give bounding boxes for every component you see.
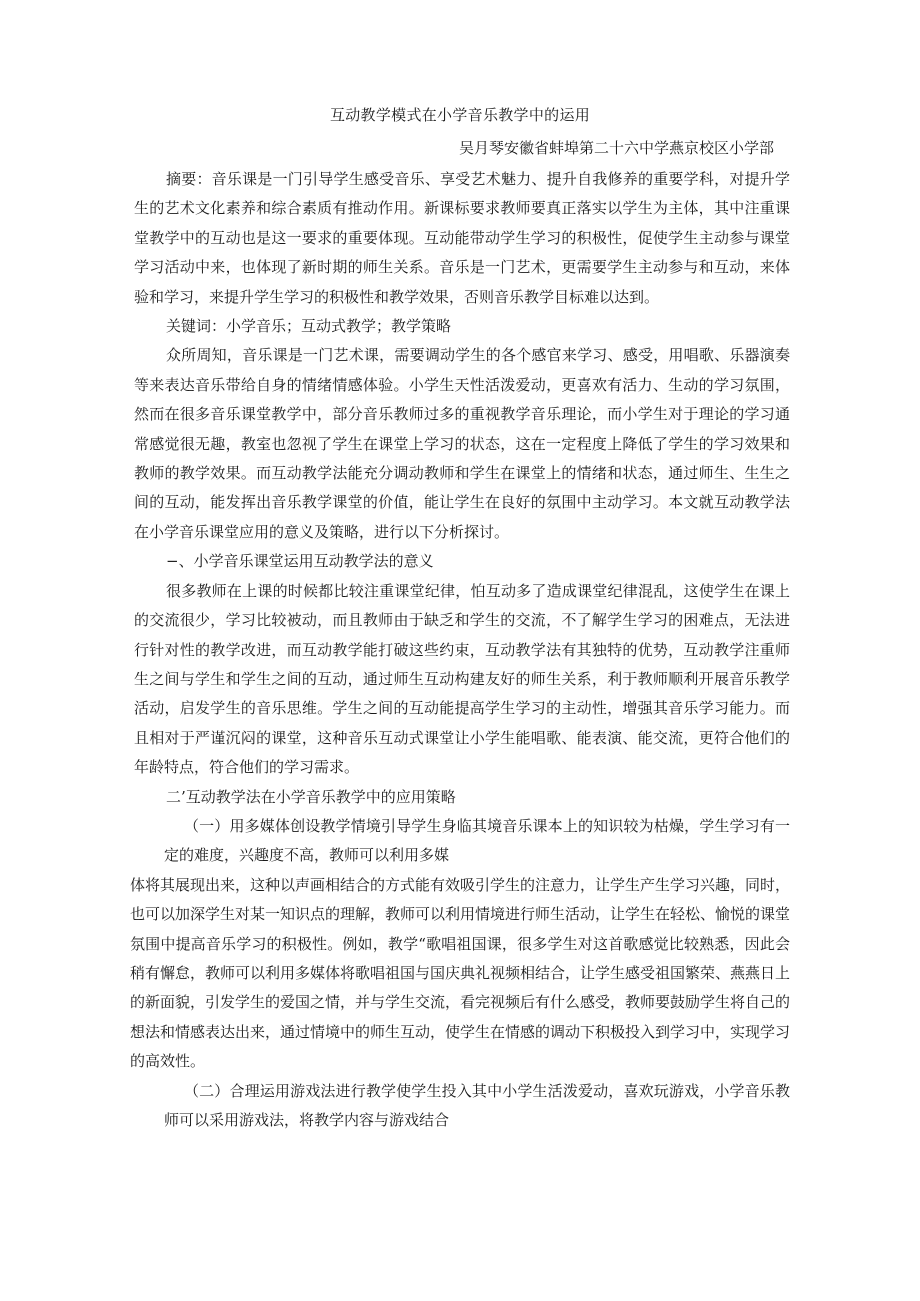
subsection1-continuation: 体将其展现出来，这种以声画相结合的方式能有效吸引学生的注意力，让学生产生学习兴趣，同时，也可以加深学生对某一知识点的理解，教师可以利用情境进行师生活动，让学生在轻松、愉悦的课堂氛围中提高音乐学习的积极性。例如，教学“歌唱祖国课，很多学生对这首歌感觉比较熟悉，因此会稍有懈怠，教师可以利用多媒体将歌唱祖国与国庆典礼视频相结合，让学生感受祖国繁荣、燕燕日上的新面貌，引发学生的爱国之情，并与学生交流，看完视频后有什么感受，教师要鼓励学生将自己的想法和情感表达出来，通过情境中的师生互动，使学生在情感的调动下积极投入到学习中，实现学习的高效性。 xyxy=(130,875,791,1071)
document-body xyxy=(130,165,791,1135)
abstract-paragraph: 摘要：音乐课是一门引导学生感受音乐、享受艺术魅力、提升自我修养的重要学科，对提升学生的艺术文化素养和综合素质有推动作用。新课标要求教师要真正落实以学生为主体，其中注重课堂教学中的互动也是这一要求的重要体现。互动能带动学生学习的积极性，促使学生主动参与课堂学习活动中来，也体现了新时期的师生关系。音乐是一门艺术，更需要学生主动参与和互动，来体验和学习，来提升学生学习的积极性和教学效果，否则音乐教学目标难以达到。 xyxy=(134,170,790,306)
document-title: 互动教学模式在小学音乐教学中的运用 xyxy=(329,106,591,124)
section1-heading: −、小学音乐课堂运用互动教学法的意义 xyxy=(166,552,434,571)
keywords-line: 关键词：小学音乐；互动式教学；教学策略 xyxy=(166,317,452,336)
section1-paragraph: 很多教师在上课的时候都比较注重课堂纪律，怕互动多了造成课堂纪律混乱，这使学生在课上的交流很少，学习比较被动，而且教师由于缺乏和学生的交流，不了解学生学习的困难点，无法进行针对性的教学改进，而互动教学能打破这些约束，互动教学法有其独特的优势，互动教学注重师生之间与学生和学生之间的互动，通过师生互动构建友好的师生关系，利于教师顺利开展音乐教学活动，启发学生的音乐思维。学生之间的互动能提高学生学习的主动性，增强其音乐学习能力。而且相对于严谨沉闷的课堂，这种音乐互动式课堂让小学生能唱歌、能表演、能交流，更符合他们的年龄特点，符合他们的学习需求。 xyxy=(134,581,790,777)
author-line: 吴月琴安徽省蚌埠第二十六中学燕京校区小学部 xyxy=(458,139,774,157)
subsection1-paragraph: （一）用多媒体创设教学情境引导学生身临其境音乐课本上的知识较为枯燥，学生学习有一定的难度，兴趣度不高，教师可以利用多媒 xyxy=(164,816,790,865)
intro-paragraph: 众所周知，音乐课是一门艺术课，需要调动学生的各个感官来学习、感受，用唱歌、乐器演奏等来表达音乐带给自身的情绪情感体验。小学生天性活泼爱动，更喜欢有活力、生动的学习氛围，然而在很多音乐课堂教学中，部分音乐教师过多的重视教学音乐理论，而小学生对于理论的学习通常感觉很无趣，教室也忽视了学生在课堂上学习的状态，这在一定程度上降低了学生的学习效果和教师的教学效果。而互动教学法能充分调动教师和学生在课堂上的情绪和状态，通过师生、生生之间的互动，能发挥出音乐教学课堂的价值，能让学生在良好的氛围中主动学习。本文就互动教学法在小学音乐课堂应用的意义及策略，进行以下分析探讨。 xyxy=(134,346,790,541)
section2-heading: 二’互动教学法在小学音乐教学中的应用策略 xyxy=(166,787,456,806)
subsection2-paragraph: （二）合理运用游戏法进行教学使学生投入其中小学生活泼爱动，喜欢玩游戏，小学音乐教师可以采用游戏法，将教学内容与游戏结合 xyxy=(164,1081,790,1129)
